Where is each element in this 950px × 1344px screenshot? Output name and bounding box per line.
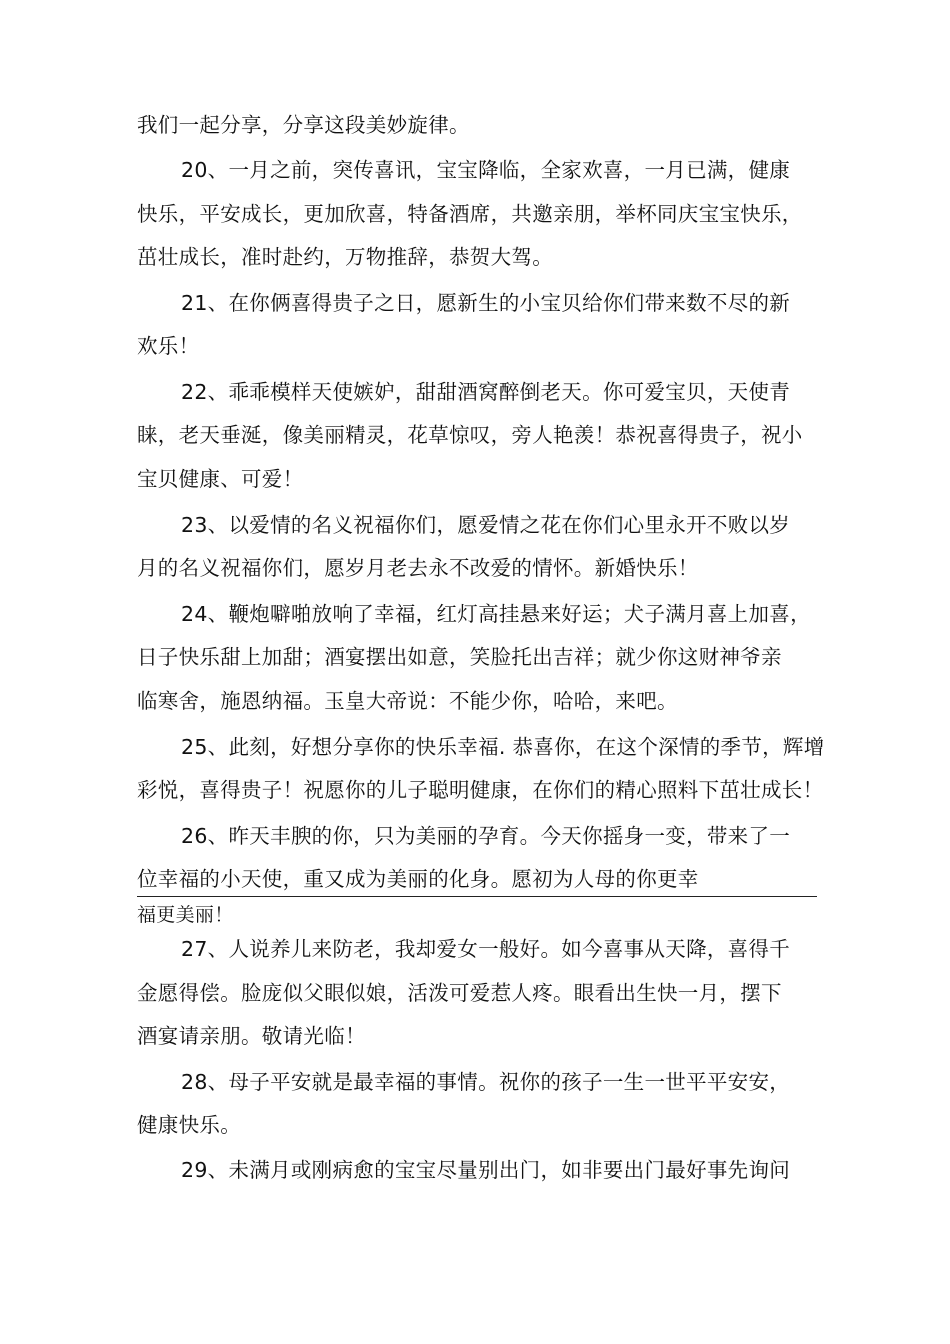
paragraph-line: 25、此刻，好想分享你的快乐幸福. 恭喜你，在这个深情的季节，辉增 xyxy=(181,735,825,759)
horizontal-rule xyxy=(137,896,817,897)
paragraph-line: 彩悦，喜得贵子！祝愿你的儿子聪明健康，在你们的精心照料下茁壮成长！ xyxy=(137,778,824,802)
paragraph-line: 27、人说养儿来防老，我却爱女一般好。如今喜事从天降，喜得千 xyxy=(181,937,791,961)
paragraph-line: 位幸福的小天使，重又成为美丽的化身。愿初为人母的你更幸 xyxy=(137,867,699,891)
paragraph-line: 我们一起分享，分享这段美妙旋律。 xyxy=(137,113,470,137)
paragraph-line: 茁壮成长，准时赴约，万物推辞，恭贺大驾。 xyxy=(137,245,553,269)
paragraph-line: 临寒舍，施恩纳福。玉皇大帝说：不能少你，哈哈，来吧。 xyxy=(137,689,678,713)
paragraph-line: 酒宴请亲朋。敬请光临！ xyxy=(137,1024,366,1048)
paragraph-line: 福更美丽！ xyxy=(137,904,234,926)
paragraph-line: 日子快乐甜上加甜；酒宴摆出如意，笑脸托出吉祥；就少你这财神爷亲 xyxy=(137,645,782,669)
paragraph-line: 28、母子平安就是最幸福的事情。祝你的孩子一生一世平平安安， xyxy=(181,1070,791,1094)
paragraph-line: 29、未满月或刚病愈的宝宝尽量别出门，如非要出门最好事先询问 xyxy=(181,1158,791,1182)
paragraph-line: 22、乖乖模样天使嫉妒，甜甜酒窝醉倒老天。你可爱宝贝，天使青 xyxy=(181,380,791,404)
paragraph-line: 月的名义祝福你们，愿岁月老去永不改爱的情怀。新婚快乐！ xyxy=(137,556,699,580)
paragraph-line: 23、以爱情的名义祝福你们，愿爱情之花在你们心里永开不败以岁 xyxy=(181,513,791,537)
paragraph-line: 金愿得偿。脸庞似父眼似娘，活泼可爱惹人疼。眼看出生快一月，摆下 xyxy=(137,981,782,1005)
paragraph-line: 20、一月之前，突传喜讯，宝宝降临，全家欢喜，一月已满，健康 xyxy=(181,158,791,182)
paragraph-line: 健康快乐。 xyxy=(137,1113,241,1137)
paragraph-line: 26、昨天丰腴的你，只为美丽的孕育。今天你摇身一变，带来了一 xyxy=(181,824,791,848)
paragraph-line: 24、鞭炮噼啪放响了幸福，红灯高挂悬来好运；犬子满月喜上加喜， xyxy=(181,602,811,626)
paragraph-line: 宝贝健康、可爱！ xyxy=(137,467,304,491)
paragraph-line: 睐，老天垂涎，像美丽精灵，花草惊叹，旁人艳羡！恭祝喜得贵子，祝小 xyxy=(137,423,803,447)
paragraph-line: 21、在你俩喜得贵子之日，愿新生的小宝贝给你们带来数不尽的新 xyxy=(181,291,791,315)
paragraph-line: 快乐，平安成长，更加欣喜，特备酒席，共邀亲朋，举杯同庆宝宝快乐， xyxy=(137,202,803,226)
paragraph-line: 欢乐！ xyxy=(137,334,200,358)
